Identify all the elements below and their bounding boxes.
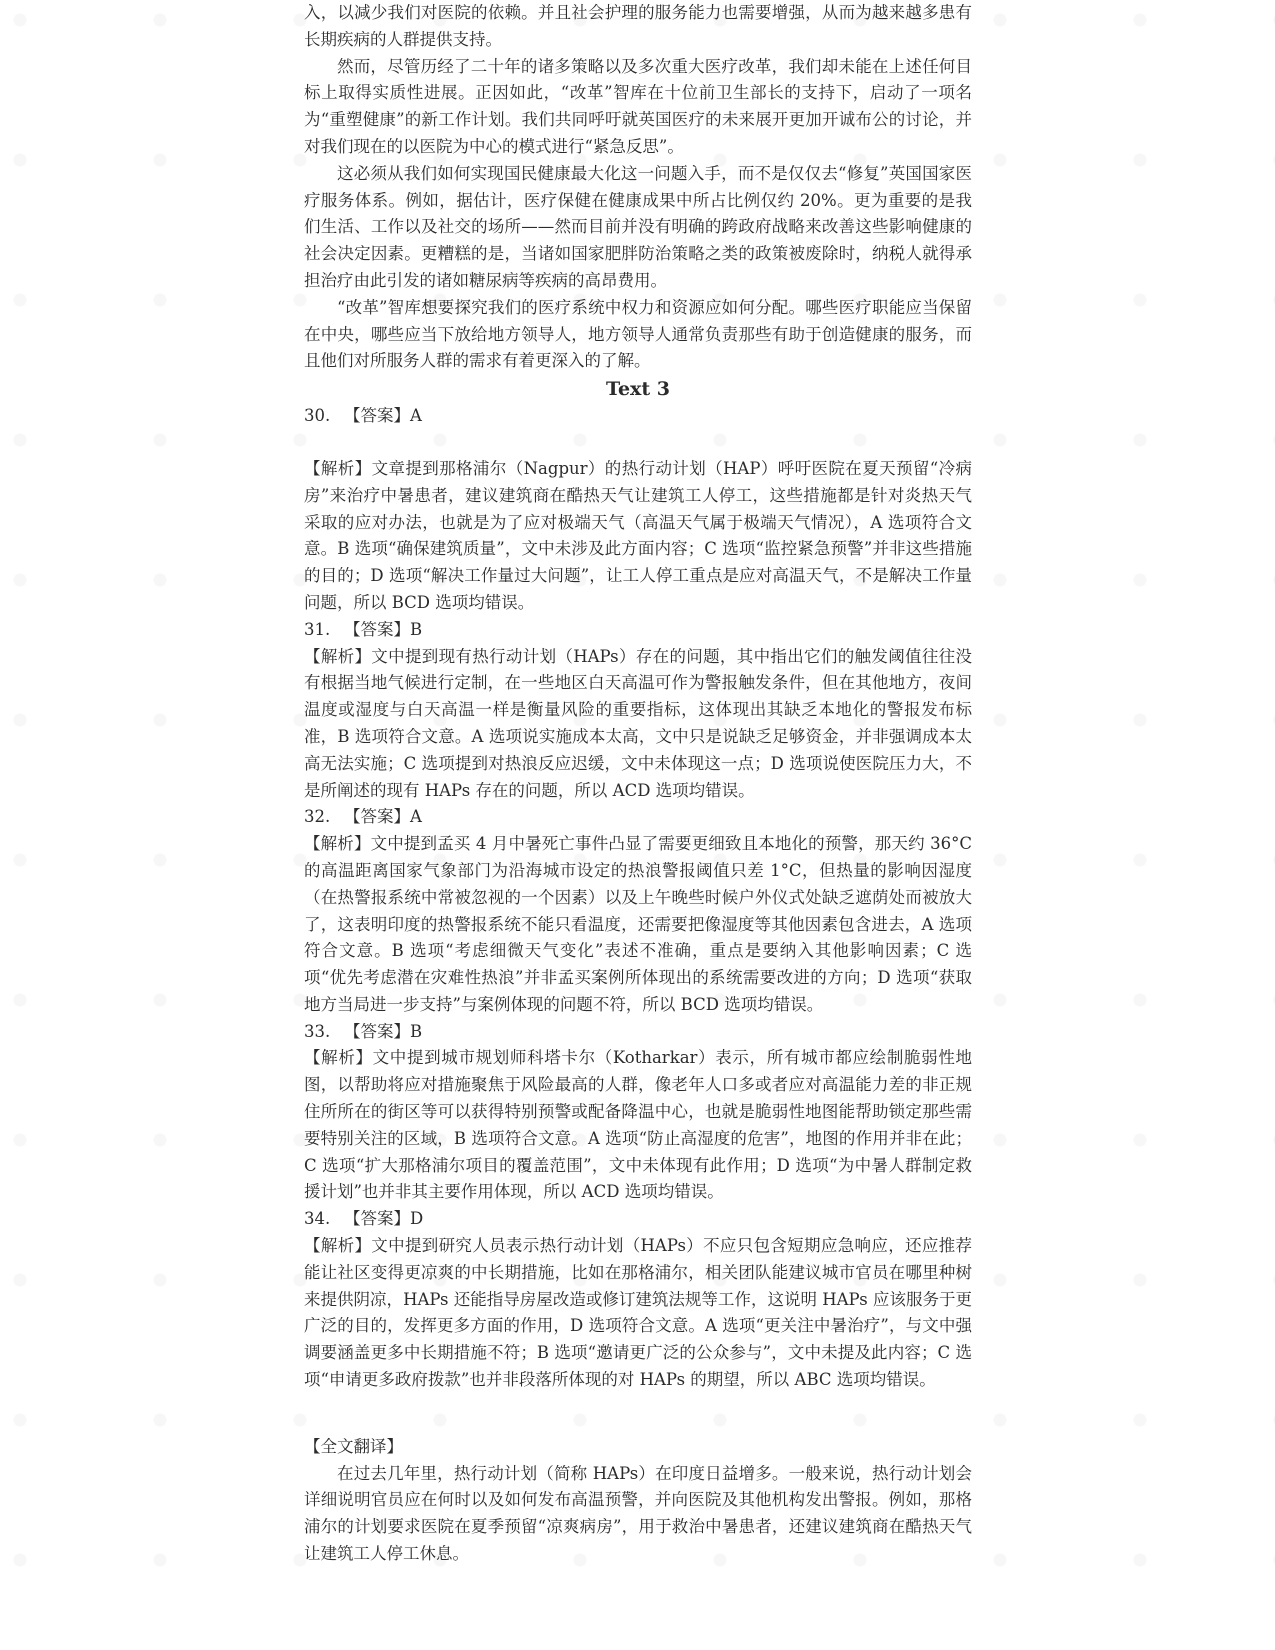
intro-paragraph-3: 这必须从我们如何实现国民健康最大化这一问题入手，而不是仅仅去“修复”英国国家医疗服务体系。例如，据估计，医疗保健在健康成果中所占比例仅约 20%。更为重要的是我们生活、工作以及社交的场所——然而目前并没有明确的跨政府战略来改善这些影响健康的社会决定因素。更糟糕的是，当诸如国家肥胖防治策略之类的政策被废除时，纳税人就得承担治疗由此引发的诸如糖尿病等疾病的高昂费用。: [304, 163, 972, 290]
answer-label: 【答案】D: [344, 1209, 424, 1229]
answer-line: [304, 403, 972, 430]
explanation: 【解析】文中提到城市规划师科塔卡尔（Kotharkar）表示，所有城市都应绘制脆弱性地图，以帮助将应对措施聚焦于风险最高的人群，像老年人口多或者应对高温能力差的非正规住所所在的街区等可以获得特别预警或配备降温中心，也就是脆弱性地图能帮助锁定那些需要特别关注的区域，B 选项符合文意。A 选项“防止高湿度的危害”，地图的作用并非在此；C 选项“扩大那格浦尔项目的覆盖范围”，文中未体现有此作用；D 选项“为中暑人群制定救援计划”也并非其主要作用体现，所以 ACD 选项均错误。: [304, 1048, 972, 1202]
explanation: 【解析】文中提到现有热行动计划（HAPs）存在的问题，其中指出它们的触发阈值往往没有根据当地气候进行定制，在一些地区白天高温可作为警报触发条件，但在其他地方，夜间温度或湿度与白天高温一样是衡量风险的重要指标，这体现出其缺乏本地化的警报发布标准，B 选项符合文意。A 选项说实施成本太高，文中只是说缺乏足够资金，并非强调成本太高无法实施；C 选项提到对热浪反应迟缓，文中未体现这一点；D 选项说使医院压力大，不是所阐述的现有 HAPs 存在的问题，所以 ACD 选项均错误。: [304, 646, 972, 800]
question-32: [304, 804, 972, 1018]
intro-paragraph-2: 然而，尽管历经了二十年的诸多策略以及多次重大医疗改革，我们却未能在上述任何目标上取得实质性进展。正因如此，“改革”智库在十位前卫生部长的支持下，启动了一项名为“重塑健康”的新工作计划。我们共同呼吁就英国医疗的未来展开更加开诚布公的讨论，并对我们现在的以医院为中心的模式进行“紧急反思”。: [304, 56, 972, 156]
question-number: 33.: [304, 1021, 331, 1041]
translation-paragraph-1: 在过去几年里，热行动计划（简称 HAPs）在印度日益增多。一般来说，热行动计划会详细说明官员应在何时以及如何发布高温预警，并向医院及其他机构发出警报。例如，那格浦尔的计划要求医院在夏季预留“凉爽病房”，用于救治中暑患者，还建议建筑商在酷热天气让建筑工人停工休息。: [304, 1463, 972, 1564]
question-33: [304, 1019, 972, 1207]
answer-label: 【答案】B: [344, 1021, 423, 1041]
intro-paragraph-1: 入，以减少我们对医院的依赖。并且社会护理的服务能力也需要增强，从而为越来越多患有长期疾病的人群提供支持。: [304, 3, 972, 49]
explanation: 【解析】文章提到那格浦尔（Nagpur）的热行动计划（HAP）呼吁医院在夏天预留“冷病房”来治疗中暑患者，建议建筑商在酷热天气让建筑工人停工，这些措施都是针对炎热天气采取的应对办法，也就是为了应对极端天气（高温天气属于极端天气情况），A 选项符合文意。B 选项“确保建筑质量”，文中未涉及此方面内容；C 选项“监控紧急预警”并非这些措施的目的；D 选项“解决工作量过大问题”，让工人停工重点是应对高温天气，不是解决工作量问题，所以 BCD 选项均错误。: [304, 458, 972, 612]
answer-label: 【答案】B: [344, 619, 423, 639]
intro-paragraph-4: “改革”智库想要探究我们的医疗系统中权力和资源应如何分配。哪些医疗职能应当保留在中央，哪些应当下放给地方领导人，地方领导人通常负责那些有助于创造健康的服务，而且他们对所服务人群的需求有着更深入的了解。: [304, 297, 972, 371]
question-number: 30.: [304, 406, 331, 426]
question-34: [304, 1206, 972, 1394]
question-number: 32.: [304, 807, 331, 827]
section-title: Text 3: [606, 378, 670, 401]
answer-label: 【答案】A: [344, 807, 422, 827]
translation-heading: 【全文翻译】: [304, 1436, 403, 1456]
answer-line: [304, 617, 972, 644]
question-30: [304, 403, 972, 617]
question-number: 31.: [304, 619, 331, 639]
explanation: 【解析】文中提到孟买 4 月中暑死亡事件凸显了需要更细致且本地化的预警，那天约 36°C 的高温距离国家气象部门为沿海城市设定的热浪警报阈值只差 1°C，但热量的影响因湿度（在热警报系统中常被忽视的一个因素）以及上午晚些时候户外仪式处缺乏遮荫处而被放大了，这表明印度的热警报系统不能只看温度，还需要把像湿度等其他因素包含进去，A 选项符合文意。B 选项“考虑细微天气变化”表述不准确，重点是要纳入其他影响因素；C 选项“优先考虑潜在灾难性热浪”并非孟买案例所体现出的系统需要改进的方向；D 选项“获取地方当局进一步支持”与案例体现的问题不符，所以 BCD 选项均错误。: [304, 834, 972, 1014]
spacer: [304, 430, 972, 456]
question-number: 34.: [304, 1209, 331, 1229]
answer-line: [304, 1019, 972, 1046]
question-31: [304, 617, 972, 805]
answer-label: 【答案】A: [344, 406, 422, 426]
document-page: [304, 0, 972, 1650]
answer-line: [304, 1206, 972, 1233]
answer-line: [304, 804, 972, 831]
explanation: 【解析】文中提到研究人员表示热行动计划（HAPs）不应只包含短期应急响应，还应推荐能让社区变得更凉爽的中长期措施，比如在那格浦尔，相关团队能建议城市官员在哪里种树来提供阴凉，HAPs 还能指导房屋改造或修订建筑法规等工作，这说明 HAPs 应该服务于更广泛的目的，发挥更多方面的作用，D 选项符合文意。A 选项“更关注中暑治疗”，与文中强调要涵盖更多中长期措施不符；B 选项“邀请更广泛的公众参与”，文中未提及此内容；C 选项“申请更多政府拨款”也并非段落所体现的对 HAPs 的期望，所以 ABC 选项均错误。: [304, 1236, 972, 1390]
spacer: [304, 1394, 972, 1434]
